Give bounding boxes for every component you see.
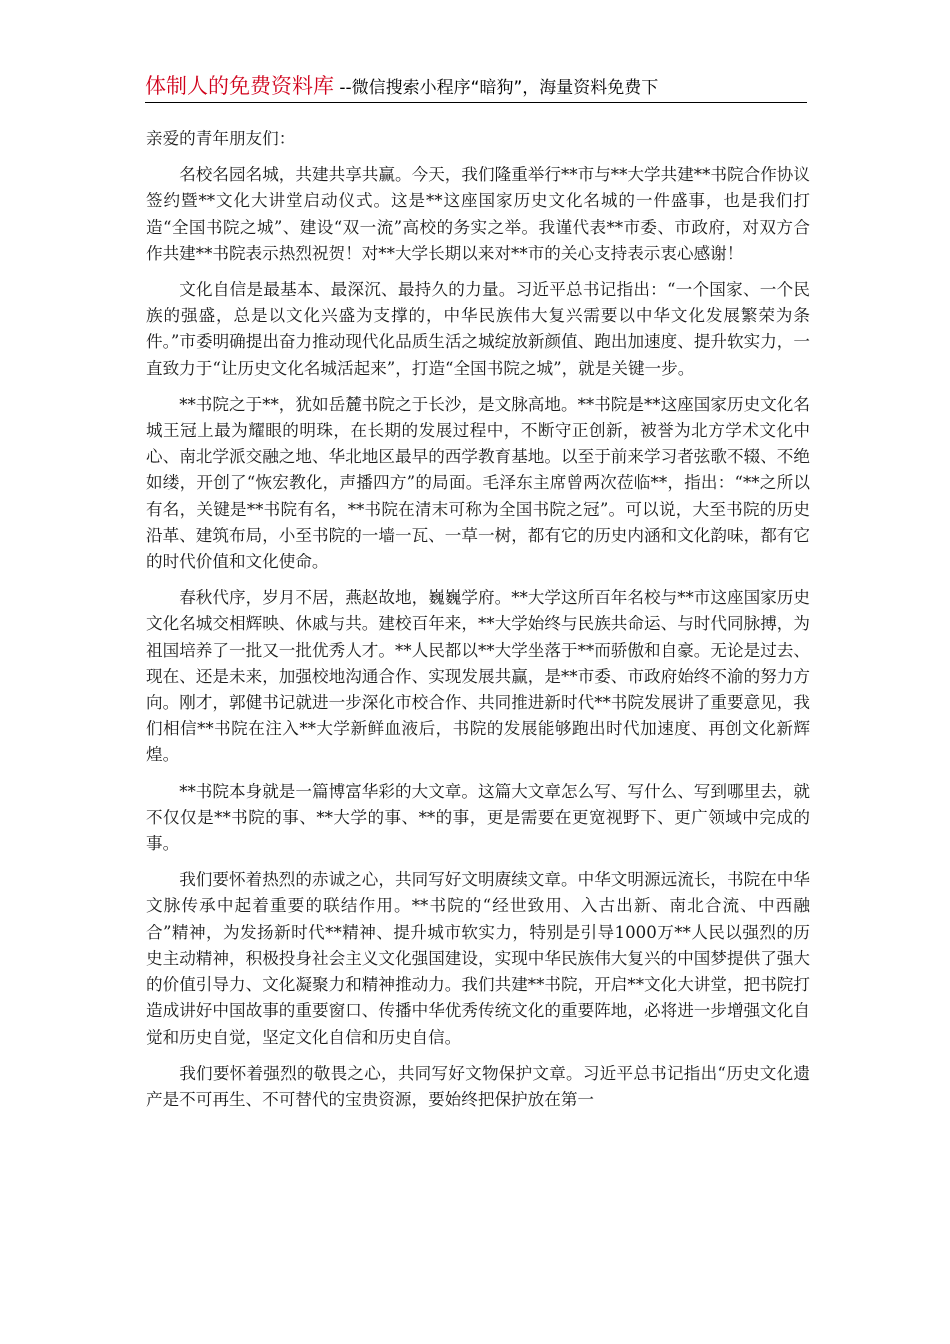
header-slogan: --微信搜索小程序“暗狗”，海量资料免费下 [334,78,659,98]
page-header [145,70,807,103]
paragraph: **书院之于**，犹如岳麓书院之于长沙，是文脉高地。**书院是**这座国家历史文化名城王冠上最为耀眼的明珠，在长期的发展过程中，不断守正创新，被誉为北方学术文化中心、南北学派交融之地、华北地区最早的西学教育基地。以至于前来学习者弦歌不辍、不绝如缕，开创了“恢宏教化，声播四方”的局面。毛泽东主席曾两次莅临**，指出：“**之所以有名，关键是**书院有名，**书院在清末可称为全国书院之冠”。可以说，大至书院的历史沿革、建筑布局，小至书院的一墙一瓦、一草一树，都有它的历史内涵和文化韵味，都有它的时代价值和文化使命。 [146,394,810,572]
paragraph: 我们要怀着强烈的敬畏之心，共同写好文物保护文章。习近平总书记指出“历史文化遗产是不可再生、不可替代的宝贵资源，要始终把保护放在第一 [146,1063,810,1109]
salutation: 亲爱的青年朋友们： [146,129,296,148]
paragraph: **书院本身就是一篇博富华彩的大文章。这篇大文章怎么写、写什么、写到哪里去，就不仅仅是**书院的事、**大学的事、**的事，更是需要在更宽视野下、更广领域中完成的事。 [146,781,810,854]
paragraph: 春秋代序，岁月不居，燕赵故地，巍巍学府。**大学这所百年名校与**市这座国家历史文化名城交相辉映、休戚与共。建校百年来，**大学始终与民族共命运、与时代同脉搏，为祖国培养了一批又一批优秀人才。**人民都以**大学坐落于**而骄傲和自豪。无论是过去、现在、还是未来，加强校地沟通合作、实现发展共赢，是**市委、市政府始终不渝的努力方向。刚才，郭健书记就进一步深化市校合作、共同推进新时代**书院发展讲了重要意见，我们相信**书院在注入**大学新鲜血液后，书院的发展能够跑出时代加速度、再创文化新辉煌。 [146,588,810,765]
paragraph: 名校名园名城，共建共享共赢。今天，我们隆重举行**市与**大学共建**书院合作协议签约暨**文化大讲堂启动仪式。这是**这座国家历史文化名城的一件盛事，也是我们打造“全国书院之城”、建设“双一流”高校的务实之举。我谨代表**市委、市政府，对双方合作共建**书院表示热烈祝贺！对**大学长期以来对**市的关心支持表示衷心感谢！ [146,165,810,263]
header-brand: 体制人的免费资料库 [145,74,334,98]
paragraph: 文化自信是最基本、最深沉、最持久的力量。习近平总书记指出：“一个国家、一个民族的强盛，总是以文化兴盛为支撑的，中华民族伟大复兴需要以中华文化发展繁荣为条件。”市委明确提出奋力推动现代化品质生活之城绽放新颜值、跑出加速度、提升软实力，一直致力于“让历史文化名城活起来”，打造“全国书院之城”，就是关键一步。 [146,280,810,378]
paragraph: 我们要怀着热烈的赤诚之心，共同写好文明赓续文章。中华文明源远流长，书院在中华文脉传承中起着重要的联结作用。**书院的“经世致用、入古出新、南北合流、中西融合”精神，为发扬新时代**精神、提升城市软实力，特别是引导1000万**人民以强烈的历史主动精神，积极投身社会主义文化强国建设，实现中华民族伟大复兴的中国梦提供了强大的价值引导力、文化凝聚力和精神推动力。我们共建**书院，开启**文化大讲堂，把书院打造成讲好中国故事的重要窗口、传播中华优秀传统文化的重要阵地，必将进一步增强文化自觉和历史自觉，坚定文化自信和历史自信。 [146,870,810,1047]
document-body [146,126,810,1123]
